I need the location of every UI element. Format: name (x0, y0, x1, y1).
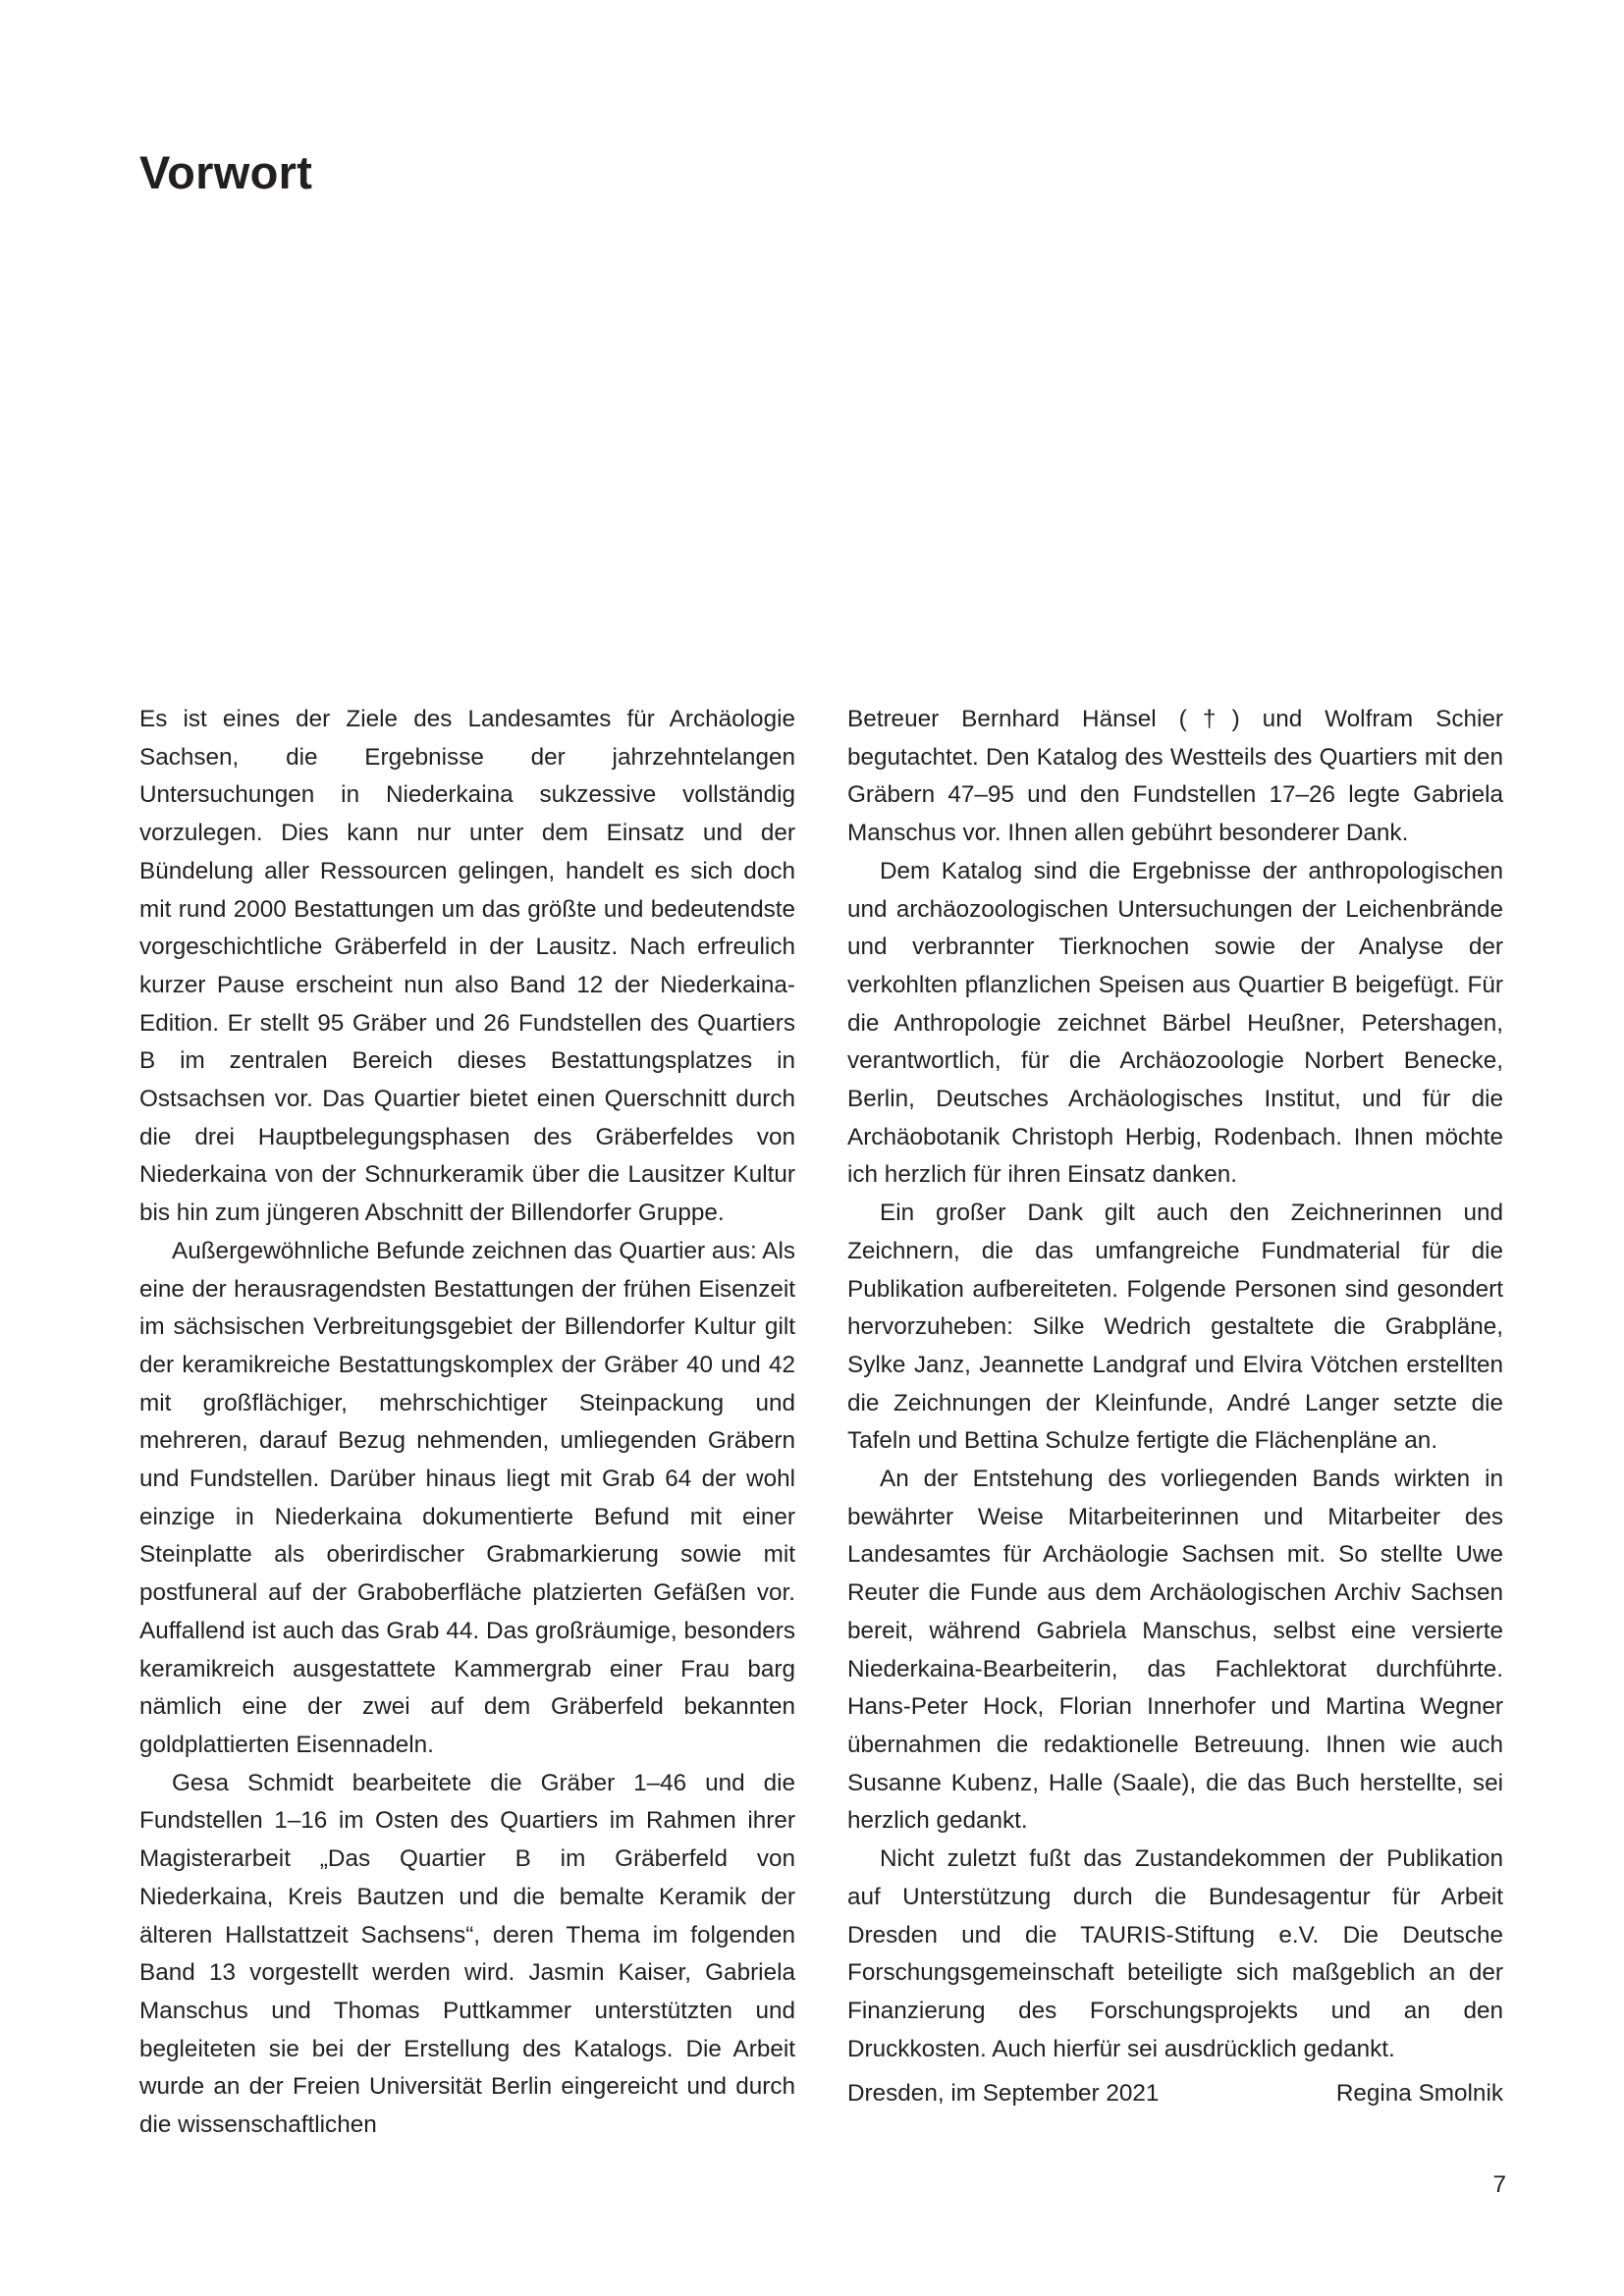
author-name: Regina Smolnik (1335, 2080, 1503, 2107)
paragraph: Gesa Schmidt bearbeitete die Gräber 1–46 und die Fundstellen 1–16 im Osten des Quartiers im Rahmen ihrer Magisterarbeit „Das Quartier B im Gräberfeld von Niederkaina, Kreis Bautzen und die bemalte Keramik der älteren Hallstattzeit Sachsens“, deren Thema im folgenden Band 13 vorgestellt werden wird. Jasmin Kaiser, Gabriela Manschus und Thomas Puttkammer unterstützten und begleiteten sie bei der Erstellung des Katalogs. Die Arbeit wurde an der Freien Universität Berlin eingereicht und durch die wissenschaftlichen (139, 1769, 795, 2139)
paragraph: Dem Katalog sind die Ergebnisse der anthropologischen und archäozoologischen Untersuchungen der Leichenbrände und verbrannter Tierknochen sowie der Analyse der verkohlten pflanzlichen Speisen aus Quartier B beigefügt. Für die Anthropologie zeichnet Bärbel Heußner, Petershagen, verantwortlich, für die Archäozoologie Norbert Benecke, Berlin, Deutsches Archäologisches Institut, und für die Archäobotanik Christoph Herbig, Rodenbach. Ihnen möchte ich herzlich für ihren Einsatz danken. (847, 857, 1503, 1189)
page-number: 7 (1492, 2171, 1506, 2198)
place-date: Dresden, im September 2021 (847, 2080, 1160, 2107)
paragraph: Außergewöhnliche Befunde zeichnen das Quartier aus: Als eine der herausragendsten Bestattungen der frühen Eisenzeit im sächsischen Verbreitungsgebiet der Billendorfer Kultur gilt der keramikreiche Bestattungskomplex der Gräber 40 und 42 mit großflächiger, mehrschichtiger Steinpackung und mehreren, darauf Bezug nehmenden, umliegenden Gräbern und Fundstellen. Darüber hinaus liegt mit Grab 64 der wohl einzige in Niederkaina dokumentierte Befund mit einer Steinplatte als oberirdischer Grabmarkierung sowie mit postfuneral auf der Graboberfläche platzierten Gefäßen vor. Auffallend ist auch das Grab 44. Das großräumige, besonders keramikreich ausgestattete Kammergrab einer Frau barg nämlich eine der zwei auf dem Gräberfeld bekannten goldplattierten Eisennadeln. (139, 1237, 795, 1758)
page-title: Vorwort (139, 146, 313, 198)
text-column-right (847, 701, 1503, 2068)
paragraph: Ein großer Dank gilt auch den Zeichnerinnen und Zeichnern, die das umfangreiche Fundmaterial für die Publikation aufbereiteten. Folgende Personen sind gesondert hervorzuheben: Silke Wedrich gestaltete die Grabpläne, Sylke Janz, Jeannette Landgraf und Elvira Vötchen erstellten die Zeichnungen der Kleinfunde, André Langer setzte die Tafeln und Bettina Schulze fertigte die Flächenpläne an. (847, 1200, 1503, 1455)
paragraph: Es ist eines der Ziele des Landesamtes für Archäologie Sachsen, die Ergebnisse der jahrzehntelangen Untersuchungen in Niederkaina sukzessive vollständig vorzulegen. Dies kann nur unter dem Einsatz und der Bündelung aller Ressourcen gelingen, handelt es sich doch mit rund 2000 Bestattungen um das größte und bedeutendste vorgeschichtliche Gräberfeld in der Lausitz. Nach erfreulich kurzer Pause erscheint nun also Band 12 der Niederkaina-Edition. Er stellt 95 Gräber und 26 Fundstellen des Quartiers B im zentralen Bereich dieses Bestattungsplatzes in Ostsachsen vor. Das Quartier bietet einen Querschnitt durch die drei Hauptbelegungsphasen des Gräberfeldes von Niederkaina von der Schnurkeramik über die Lausitzer Kultur bis hin zum jüngeren Abschnitt der Billendorfer Gruppe. (139, 706, 795, 1227)
text-column-left (139, 701, 795, 2145)
paragraph: Nicht zuletzt fußt das Zustandekommen der Publikation auf Unterstützung durch die Bundesagentur für Arbeit Dresden und die TAURIS-Stiftung e.V. Die Deutsche Forschungsgemeinschaft beteiligte sich maßgeblich an der Finanzierung des Forschungsprojekts und an den Druckkosten. Auch hierfür sei ausdrücklich gedankt. (847, 1845, 1503, 2062)
signature-line (847, 2075, 1503, 2113)
paragraph: Betreuer Bernhard Hänsel (†) und Wolfram Schier begutachtet. Den Katalog des Westteils des Quartiers mit den Gräbern 47–95 und den Fundstellen 17–26 legte Gabriela Manschus vor. Ihnen allen gebührt besonderer Dank. (847, 706, 1503, 847)
paragraph: An der Entstehung des vorliegenden Bands wirkten in bewährter Weise Mitarbeiterinnen und Mitarbeiter des Landesamtes für Archäologie Sachsen mit. So stellte Uwe Reuter die Funde aus dem Archäologischen Archiv Sachsen bereit, während Gabriela Manschus, selbst eine versierte Niederkaina-Bearbeiterin, das Fachlektorat durchführte. Hans-Peter Hock, Florian Innerhofer und Martina Wegner übernahmen die redaktionelle Betreuung. Ihnen wie auch Susanne Kubenz, Halle (Saale), die das Buch herstellte, sei herzlich gedankt. (847, 1466, 1503, 1835)
